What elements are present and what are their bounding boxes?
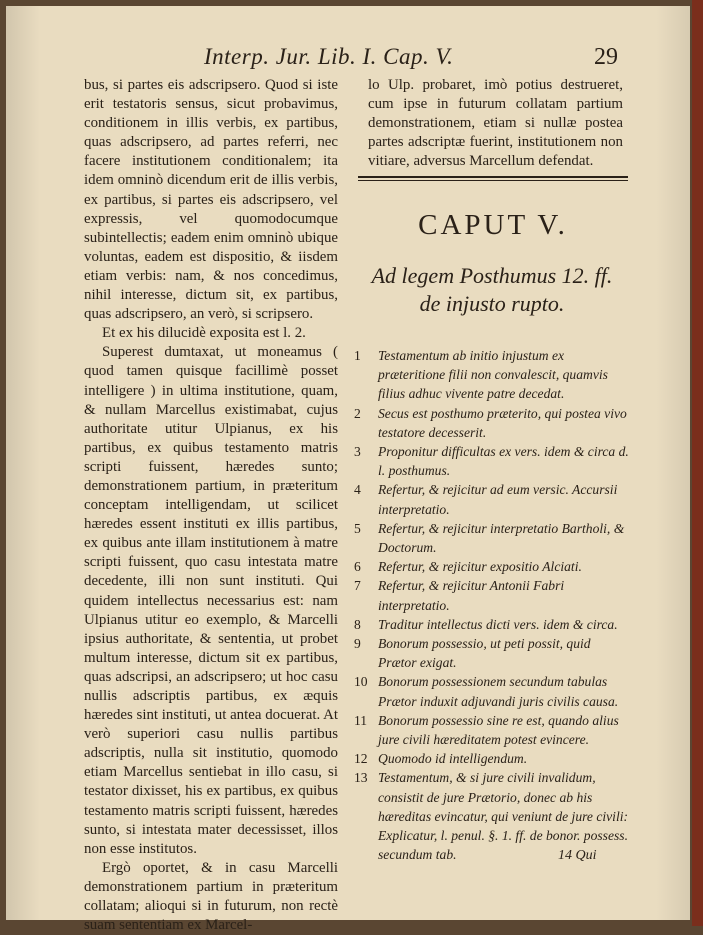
summary-item: 4 Refertur, & rejicitur ad eum versic. Accursii interpretatio. <box>354 482 618 517</box>
divider-rule <box>358 176 628 178</box>
subtitle-line: de injusto rupto. <box>419 291 565 316</box>
summary-item: 3 Proponitur difficultas ex vers. idem & circa d. l. posthumus. <box>354 444 629 479</box>
summary-item: 1 Testamentum ab initio injustum ex præteritione filii non convalescit, quamvis filius adhuc vivente patre decedat. <box>354 348 608 402</box>
summary-item: 5 Refertur, & rejicitur interpretatio Bartholi, & Doctorum. <box>354 520 625 556</box>
catchword: 14 Qui <box>558 848 597 863</box>
book-edge <box>692 0 703 926</box>
chapter-subtitle <box>354 262 630 318</box>
summary-item: 9 Bonorum possessio, ut peti possit, quid Prætor exigat. <box>354 636 591 671</box>
paragraph: Superest dumtaxat, ut moneamus ( quod tamen quisque facillimè posset intelligere ) in ultima institutione, quam, & nullam Marcellus existimabat, cujus authoritate utitur Ulpianus, ex his partibus, ex quibus testamento matris scripti fuissent, hæredes sunto; demonstrationem partium, in præteritum conceptam intelligendam, ut scilicet hæredes essent instituti ex illis partibus, ex quibus ante illam institutionem à matre scripti fuissent, quo casu intestata matre decedente, illi non sunt instituti. Qui quidem intellectus necessarius est: nam Ulpianus utitur eo exemplo, & Marcelli ipsius authoritate, & sententia, ut probet multum interesse, dictum sit ex partibus, quas adscripsi, an adscripsero; ut hoc casu nullis adscriptis partibus, ex æquis hæredes sint instituti, ut antea docuerat. At verò superiori casu nullis partibus adscriptis, nulla sit institutio, quomodo etiam Marcellus sentiebat in illo casu, si testator dixisset, his ex partibus, ex quibus testamento matris scripti fuissent, hæredes sunto, si intestata mater decessisset, illos non esse institutos. <box>84 344 338 857</box>
summary-item: 11 Bonorum possessio sine re est, quando alius jure civili hæreditatem potest evincere. <box>354 712 619 748</box>
running-header: Interp. Jur. Lib. I. Cap. V. <box>204 44 454 69</box>
summary-item: 7 Refertur, & rejicitur Antonii Fabri interpretatio. <box>354 578 565 613</box>
paragraph: bus, si partes eis adscripsero. Quod si iste erit testatoris sensus, sicut probavimus, conditionem in illis verbis, ex partibus, quas adscripsero, ad partes referri, nec facere institutionem conditionalem; ita idem omninò dicendum erit de illis verbis, ex partibus, si partes eis adscripsero, vel expressis, vel quomodocumque subintellectis; eadem enim omninò ubique voluntas, eadem est dispositio, & iisdem etiam verbis: nam, & nos concedimus, nihil interesse, dictum sit, ex partibus, quas adscripsero, an verò, si scripsero. <box>84 77 338 323</box>
summary-item: 12 Quomodo id intelligendum. <box>354 751 528 767</box>
subtitle-line: Ad legem Posthumus 12. ff. <box>371 263 613 288</box>
paragraph: Ergò oportet, & in casu Marcelli demonstrationem partium in præteritum collatam; alioqui si in futurum, non rectè suam sententiam ex Marcel- <box>84 859 338 934</box>
book-page <box>6 6 690 934</box>
chapter-summary-list <box>354 346 630 864</box>
summary-item: 2 Secus est posthumo præterito, qui postea vivo testatore decesserit. <box>354 405 627 440</box>
divider-rule-thin <box>358 180 628 181</box>
summary-item: 6 Refertur, & rejicitur expositio Alciati. <box>354 559 582 575</box>
summary-item: 10 Bonorum possessionem secundum tabulas Prætor induxit adjuvandi juris civilis causa. <box>354 674 619 709</box>
right-column-continuation: lo Ulp. probaret, imò potius destrueret, cum ipse in futurum collatam partium demonstrationem, etiam si nullæ postea partes adscriptæ fuerint, institutionem non vitiare, adversus Marcellum defendat. <box>368 77 623 170</box>
chapter-heading: CAPUT V. <box>418 209 568 241</box>
left-column <box>84 76 338 935</box>
paragraph: Et ex his dilucidè exposita est l. 2. <box>102 325 306 342</box>
page-number: 29 <box>594 44 618 70</box>
summary-item: 8 Traditur intellectus dicti vers. idem & circa. <box>354 616 618 632</box>
summary-item: 13 Testamentum, & si jure civili invalidum, consistit de jure Prætorio, donec ab his hæreditas evincatur, qui veniunt de jure civili: Explicatur, l. penul. §. 1. ff. de bonor. possess. secundum tab. <box>354 770 629 863</box>
